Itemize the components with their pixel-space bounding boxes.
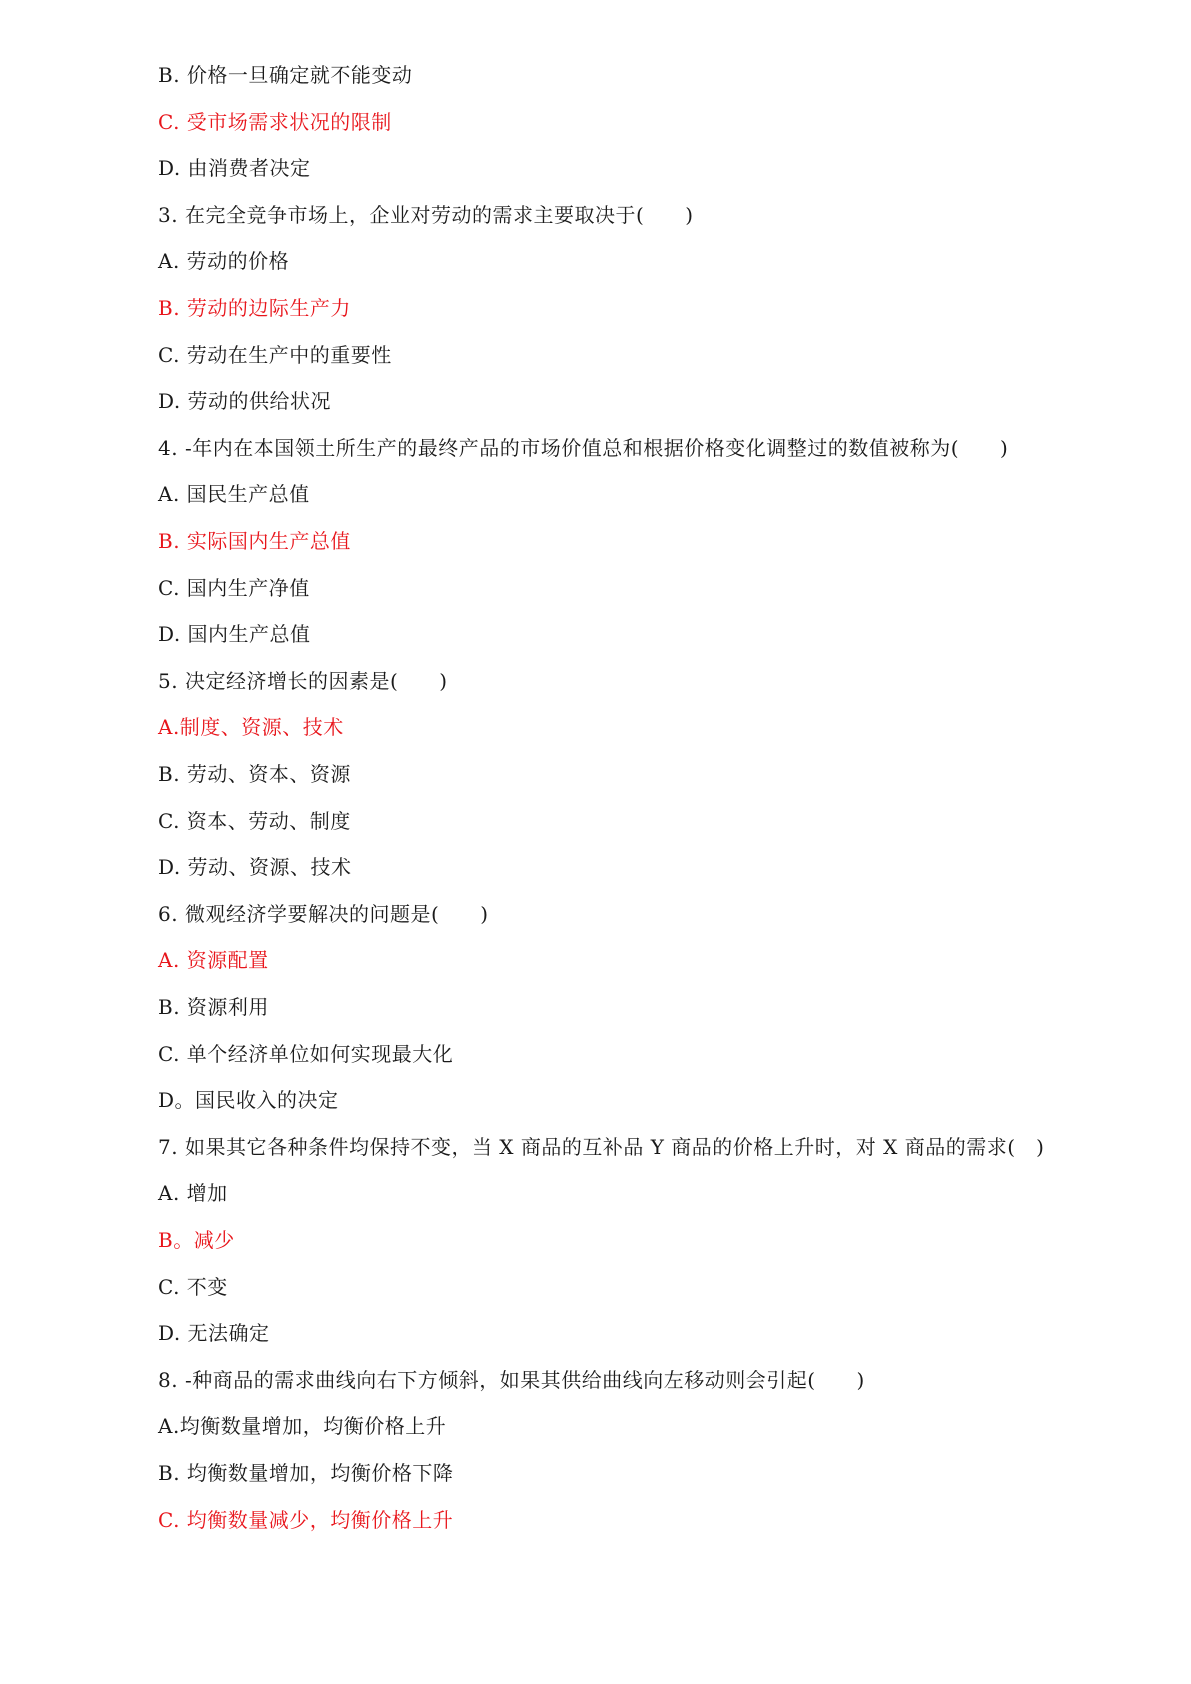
answer-line: C. 均衡数量减少，均衡价格上升: [158, 1508, 454, 1532]
text-line: B. 价格一旦确定就不能变动: [158, 63, 413, 87]
text-line: A. 增加: [158, 1181, 228, 1205]
text-line: C. 资本、劳动、制度: [158, 809, 351, 833]
text-line: 3. 在完全竞争市场上，企业对劳动的需求主要取决于( ): [158, 203, 694, 227]
text-line: D. 国内生产总值: [158, 622, 311, 646]
text-line: C. 不变: [158, 1275, 228, 1299]
text-line: A.均衡数量增加，均衡价格上升: [158, 1414, 447, 1438]
text-line: A. 国民生产总值: [158, 482, 310, 506]
answer-line: A.制度、资源、技术: [158, 715, 344, 739]
text-line: D. 由消费者决定: [158, 156, 311, 180]
text-line: A. 劳动的价格: [158, 249, 290, 273]
text-line: C. 劳动在生产中的重要性: [158, 343, 392, 367]
text-line: D. 无法确定: [158, 1321, 270, 1345]
answer-line: B. 实际国内生产总值: [158, 529, 351, 553]
text-line: B. 劳动、资本、资源: [158, 762, 351, 786]
text-line: D. 劳动、资源、技术: [158, 855, 352, 879]
answer-line: B. 劳动的边际生产力: [158, 296, 351, 320]
text-line: 6. 微观经济学要解决的问题是( ): [158, 902, 489, 926]
text-line: D。国民收入的决定: [158, 1088, 339, 1112]
text-line: 4. -年内在本国领土所生产的最终产品的市场价值总和根据价格变化调整过的数值被称为( ): [158, 436, 1009, 460]
answer-line: B。减少: [158, 1228, 235, 1252]
text-line: D. 劳动的供给状况: [158, 389, 332, 413]
text-line: 7. 如果其它各种条件均保持不变，当 X 商品的互补品 Y 商品的价格上升时，对 X 商品的需求( ): [158, 1135, 1045, 1159]
text-line: B. 资源利用: [158, 995, 269, 1019]
text-line: C. 国内生产净值: [158, 576, 310, 600]
text-line: 8. -种商品的需求曲线向右下方倾斜，如果其供给曲线向左移动则会引起( ): [158, 1368, 865, 1392]
answer-line: A. 资源配置: [158, 948, 269, 972]
text-line: B. 均衡数量增加，均衡价格下降: [158, 1461, 454, 1485]
text-line: 5. 决定经济增长的因素是( ): [158, 669, 448, 693]
text-line: C. 单个经济单位如何实现最大化: [158, 1042, 454, 1066]
answer-line: C. 受市场需求状况的限制: [158, 110, 392, 134]
